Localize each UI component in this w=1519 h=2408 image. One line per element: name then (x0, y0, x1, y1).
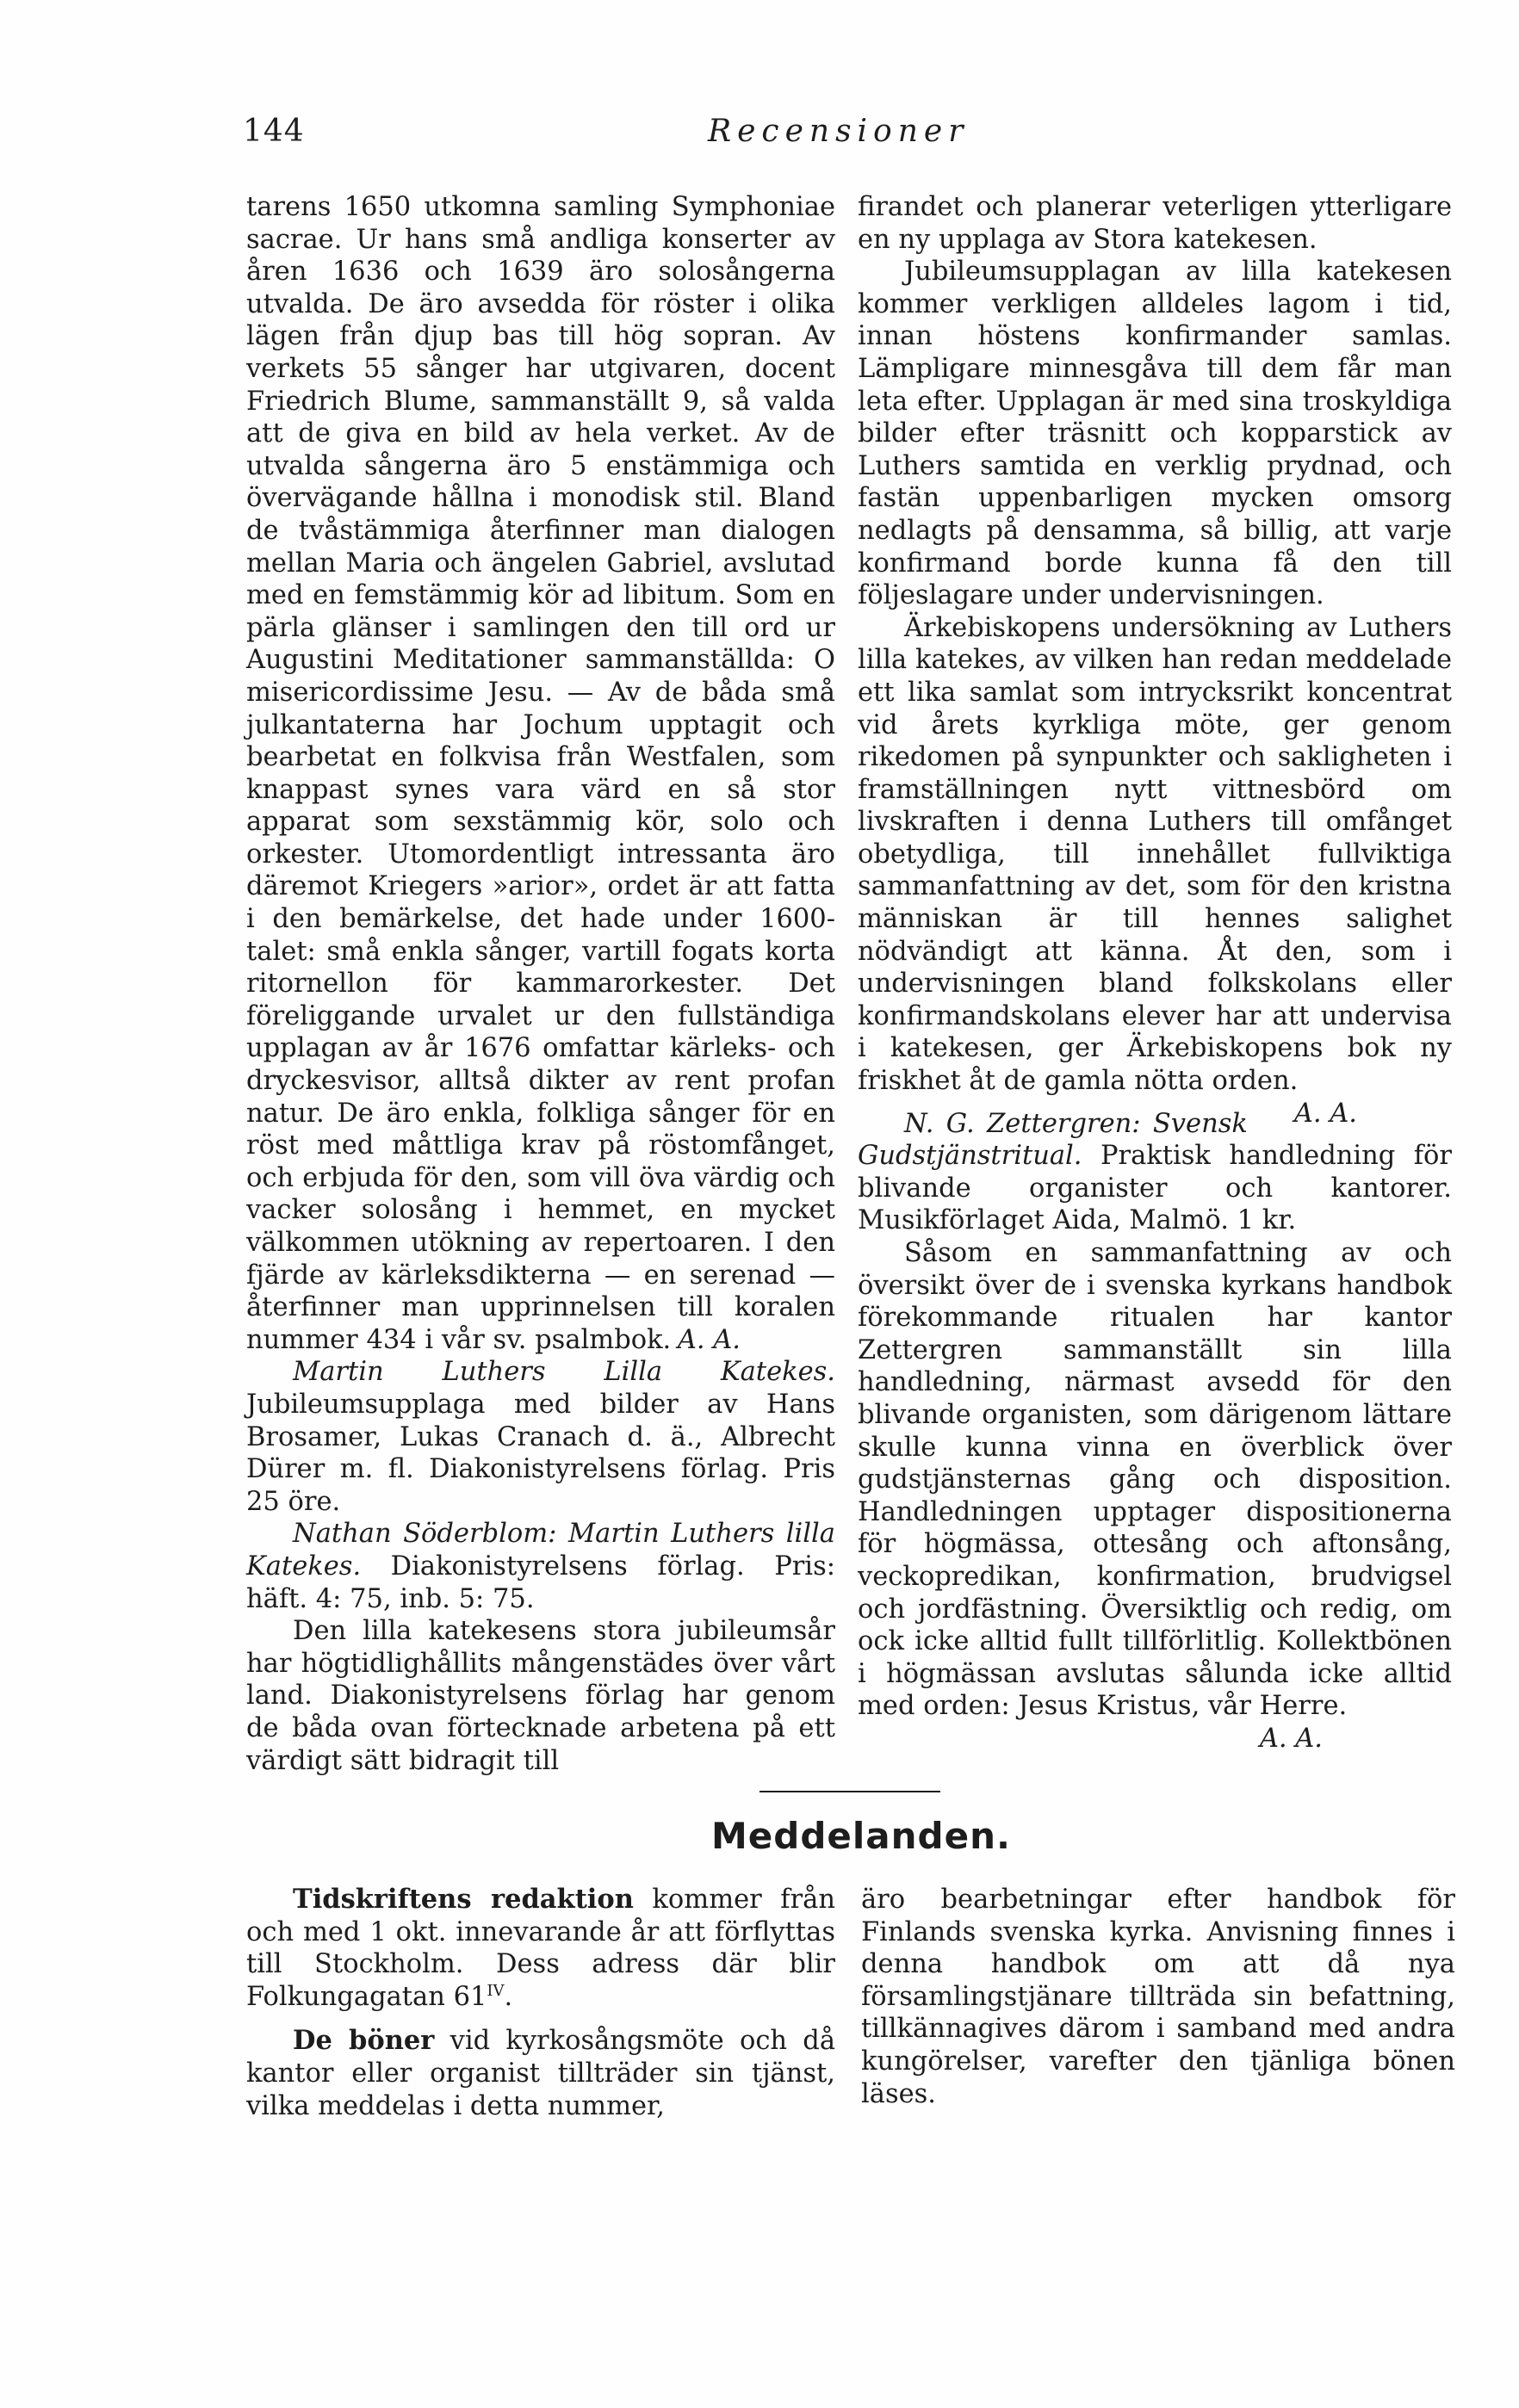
address-superscript: IV (487, 1981, 505, 2000)
meddelanden-right-column (861, 1884, 1455, 2110)
left-column (246, 191, 835, 1777)
book-info: Praktisk handledning för blivande organister och kantorer. Musikförlaget Aida, Malmö. 1 kr. (858, 1141, 1452, 1236)
review-katekes-text: Den lilla katekesens stora jubileumsår har högtidlighållits mångenstädes över vårt land. Diakonistyrelsens förlag har genom de båda ovan förtecknade arbetena på ett värdigt sätt bidragit till (246, 1616, 835, 1776)
book-entry-zettergren (858, 1108, 1452, 1237)
notice-end: . (504, 1981, 513, 2012)
section-divider (760, 1791, 940, 1792)
book-info: Jubileumsupplaga med bilder av Hans Brosamer, Lukas Cranach d. ä., Albrecht Dürer m. fl. Diakonistyrelsens förlag. Pris 25 öre. (246, 1389, 835, 1517)
book-entry-soderblom (246, 1518, 835, 1615)
review-schutz-krieger-text (246, 191, 835, 1356)
signature: A. A. (1259, 1723, 1323, 1754)
section-title-meddelanden: Meddelanden. (711, 1815, 1011, 1857)
notice-redaktion (246, 1884, 835, 2013)
review-katekes-continued: firandet och planerar veterligen ytterligare en ny upplaga av Stora katekesen. (858, 192, 1452, 255)
signature: A. A. (1293, 1098, 1357, 1129)
book-info: Diakonistyrelsens förlag. Pris: häft. 4: 75, inb. 5: 75. (246, 1551, 835, 1614)
page-header (243, 114, 1448, 157)
review-zettergren: Såsom en sammanfattning av och översikt över de i svenska kyrkans handbok förekommande ritualen har kantor Zettergren sammanställt sin lilla handledning, närmast avsedd för den blivande organisten, som därigenom lättare skulle kunna vinna en överblick över gudstjänsternas gång och disposition. Handledningen upptager dispositionerna för högmässa, ottesång och aftonsång, veckopredikan, konfirmation, brudvigsel och jordfästning. Översiktlig och redig, om ock icke alltid fullt tillförlitlig. Kollektbönen i högmässan avslutas sålunda icke alltid med orden: Jesus Kristus, vår Herre. (858, 1238, 1452, 1722)
review-arkebiskopen (858, 612, 1452, 1129)
book-title: Martin Luthers Lilla Katekes. (293, 1357, 835, 1388)
notice-boner (246, 2025, 835, 2122)
book-title: Nathan Söderblom: Martin Luthers lilla Katekes. (246, 1519, 835, 1582)
book-title: N. G. Zettergren: Svensk Gudstjänstritual. (858, 1108, 1248, 1172)
notice-lead: Tidskriftens redaktion (293, 1884, 634, 1915)
page-number: 144 (243, 114, 305, 149)
notice-text: kommer från och med 1 okt. innevarande år att förflyttas till Stockholm. Dess adress där blir Folkungagatan 61 (246, 1885, 835, 2012)
notice-boner-continued: äro bearbetningar efter handbok för Finlands svenska kyrka. Anvisning finnes i denna handbok om att då nya församlingstjänare tillträda sin befattning, tillkännagives därom i samband med andra kungörelser, varefter den tjänliga bönen läses. (861, 1885, 1455, 2109)
signature: A. A. (677, 1324, 741, 1355)
right-column (858, 191, 1452, 1755)
review-jubileumsupplagan: Jubileumsupplagan av lilla katekesen kommer verkligen alldeles lagom i tid, innan höstens konfirmander samlas. Lämpligare minnesgåva till dem får man leta efter. Upplagan är med sina troskyldiga bilder efter träsnitt och kopparstick av Luthers samtida en verklig prydnad, och fastän uppenbarligen mycken omsorg nedlagts på densamma, så billig, att varje konfirmand borde kunna få den till följeslagare under undervisningen. (858, 257, 1452, 611)
meddelanden-left-column (246, 1884, 835, 2122)
review-arkebiskopen-body: Ärkebiskopens undersökning av Luthers lilla katekes, av vilken han redan meddelade ett lika samlat som intrycksrikt koncentrat vid årets kyrkliga möte, ger genom rikedomen på synpunkter och sakligheten i framställningen nytt vittnesbörd om livskraften i denna Luthers till omfånget obetydliga, till innehållet fullviktiga sammanfattning av det, som för den kristna människan är till hennes salighet nödvändigt att känna. Åt den, som i undervisningen bland folkskolans eller konfirmandskolans elever har att undervisa i katekesen, ger Ärkebiskopens bok ny friskhet åt de gamla nötta orden. (858, 612, 1452, 1097)
review-schutz-krieger-body: tarens 1650 utkomna samling Symphoniae sacrae. Ur hans små andliga konserter av åren 1636 och 1639 äro solosångerna utvalda. De äro avsedda för röster i olika lägen från djup bas till hög sopran. Av verkets 55 sånger har utgivaren, docent Friedrich Blume, sammanställt 9, så valda att de giva en bild av hela verket. Av de utvalda sångerna äro 5 enstämmiga och övervägande hållna i monodisk stil. Bland de tvåstämmiga återfinner man dialogen mellan Maria och ängelen Gabriel, avslutad med en femstämmig kör ad libitum. Som en pärla glänser i samlingen den till ord ur Augustini Meditationer sammanställda: O misericordissime Jesu. — Av de båda små julkantaterna har Jochum upptagit och bearbetat en folkvisa från Westfalen, som knappast synes vara värd en så stor apparat som sexstämmig kör, solo och orkester. Utomordentligt intressanta äro däremot Kriegers »arior», ordet är att fatta i den bemärkelse, det hade under 1600-talet: små enkla sånger, vartill fogats korta ritornellon för kammarorkester. Det föreliggande urvalet ur den fullständiga upplagan av år 1676 omfattar kärleks- och dryckesvisor, alltså dikter av rent profan natur. De äro enkla, folkliga sånger för en röst med måttliga krav på röstomfånget, och erbjuda för den, som vill öva värdig och vacker solosång i hemmet, en mycket välkommen utökning av repertoaren. I den fjärde av kärleksdikterna — en serenad — återfinner man upprinnelsen till koralen nummer 434 i vår sv. psalmbok. (246, 192, 835, 1355)
notice-lead: De böner (293, 2025, 435, 2057)
book-entry-luther-katekes (246, 1356, 835, 1518)
notice-text: vid kyrkosångsmöte och då kantor eller organist tillträder sin tjänst, vilka meddelas i detta nummer, (246, 2026, 835, 2121)
running-head: Recensioner (708, 114, 970, 149)
